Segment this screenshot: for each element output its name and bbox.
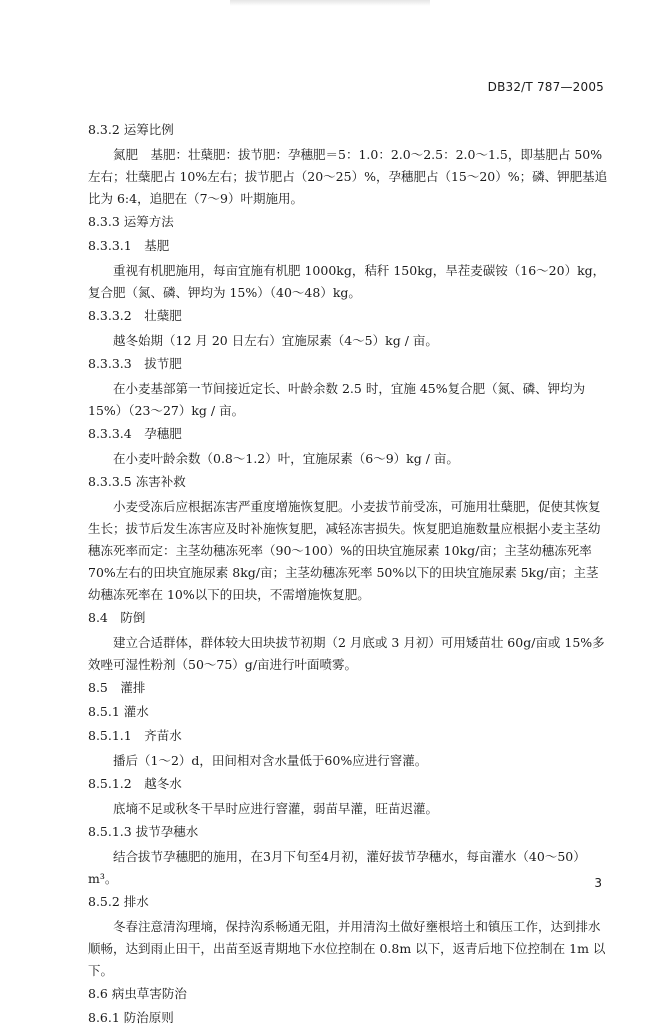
- heading-8-5: 8.5 灌排: [88, 680, 146, 695]
- paragraph-jointing-water: 结合拔节孕穗肥的施用，在3月下旬至4月初，灌好拔节孕穗水，每亩灌水（40～50）m³。: [88, 849, 586, 886]
- paragraph-ratio: 氮肥 基肥：壮蘖肥：拔节肥：孕穗肥＝5：1.0：2.0～2.5：2.0～1.5，即基肥占 50%左右；壮蘖肥占 10%左右；拔节肥占（20～25）%，孕穗肥占（15～20）%；磷、钾肥基追比为 6:4，追肥在（7～9）叶期施用。: [88, 147, 608, 206]
- heading-8-5-1-1: 8.5.1.1 齐苗水: [88, 728, 182, 743]
- heading-8-3-3-1: 8.3.3.1 基肥: [88, 238, 170, 253]
- paragraph-base-fertilizer: 重视有机肥施用，每亩宜施有机肥 1000kg，秸秆 150kg，旱茬麦碳铵（16～20）kg，复合肥（氮、磷、钾均为 15%）（40～48）kg。: [88, 263, 606, 300]
- heading-8-3-3-4: 8.3.3.4 孕穗肥: [88, 426, 182, 441]
- heading-8-3-2: 8.3.2 运筹比例: [88, 122, 174, 137]
- heading-8-4: 8.4 防倒: [88, 610, 146, 625]
- heading-8-5-1-2: 8.5.1.2 越冬水: [88, 776, 182, 791]
- heading-8-3-3-2: 8.3.3.2 壮蘖肥: [88, 308, 182, 323]
- paragraph-seedling-water: 播后（1～2）d，田间相对含水量低于60%应进行窨灌。: [113, 753, 428, 768]
- paragraph-drainage: 冬春注意清沟理墒，保持沟系畅通无阻，并用清沟土做好壅根培土和镇压工作，达到排水顺畅，达到雨止田干，出苗至返青期地下水位控制在 0.8m 以下，返青后地下位控制在 1m 以下。: [88, 919, 606, 978]
- paragraph-winter-water: 底墒不足或秋冬干旱时应进行窨灌，弱苗早灌，旺苗迟灌。: [113, 801, 439, 816]
- heading-8-6-1: 8.6.1 防治原则: [88, 1010, 174, 1025]
- paragraph-frost-remedy: 小麦受冻后应根据冻害严重度增施恢复肥。小麦拔节前受冻，可施用壮蘖肥，促使其恢复生长；拔节后发生冻害应及时补施恢复肥，减轻冻害损失。恢复肥追施数量应根据小麦主茎幼穗冻死率而定：主茎幼穗冻死率（90～100）%的田块宜施尿素 10kg/亩；主茎幼穗冻死率 70%左右的田块宜施尿素 8kg/亩；主茎幼穗冻死率 50%以下的田块宜施尿素 5kg/亩；主茎幼穗冻死率在 10%以下的田块，不需增施恢复肥。: [88, 499, 601, 602]
- paragraph-booting-fertilizer: 在小麦叶龄余数（0.8～1.2）叶，宜施尿素（6～9）kg / 亩。: [113, 451, 459, 466]
- paragraph-tiller-fertilizer: 越冬始期（12 月 20 日左右）宜施尿素（4～5）kg / 亩。: [113, 333, 438, 348]
- paragraph-jointing-fertilizer: 在小麦基部第一节间接近定长、叶龄余数 2.5 时，宜施 45%复合肥（氮、磷、钾均为 15%）（23～27）kg / 亩。: [88, 381, 586, 418]
- heading-8-3-3: 8.3.3 运筹方法: [88, 214, 174, 229]
- heading-8-5-1-3: 8.5.1.3 拔节孕穗水: [88, 824, 199, 839]
- standard-code: DB32/T 787—2005: [487, 80, 604, 94]
- heading-8-3-3-5: 8.3.3.5 冻害补救: [88, 474, 186, 489]
- heading-8-3-3-3: 8.3.3.3 拔节肥: [88, 356, 182, 371]
- heading-8-5-1: 8.5.1 灌水: [88, 704, 149, 719]
- heading-8-6: 8.6 病虫草害防治: [88, 986, 187, 1001]
- page-number: 3: [594, 876, 602, 890]
- scan-artifact: [230, 0, 430, 6]
- paragraph-lodging: 建立合适群体，群体较大田块拔节初期（2 月底或 3 月初）可用矮苗壮 60g/亩或 15%多效唑可湿性粉剂（50～75）g/亩进行叶面喷雾。: [88, 635, 605, 672]
- heading-8-5-2: 8.5.2 排水: [88, 894, 149, 909]
- document-body: [88, 120, 608, 1032]
